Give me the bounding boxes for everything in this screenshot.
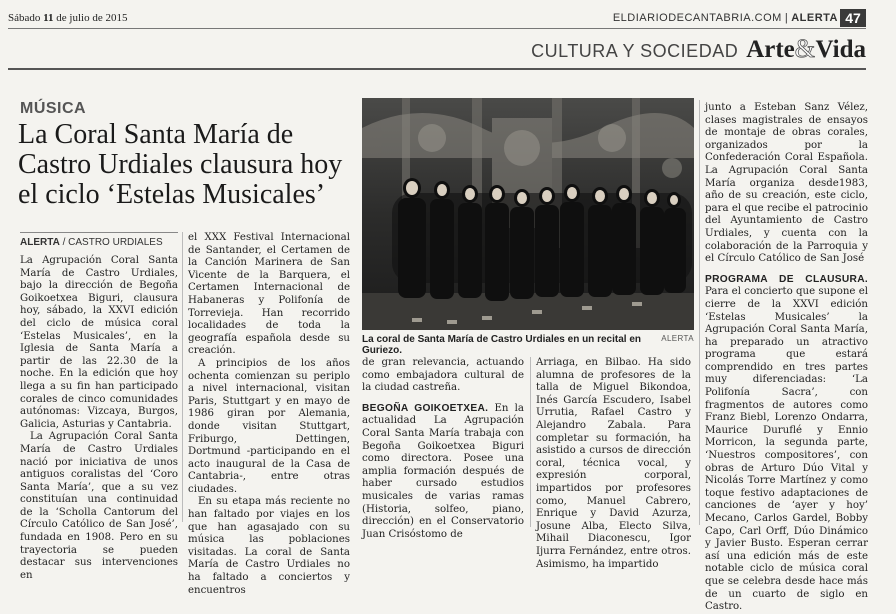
site-name: ELDIARIODECANTABRIA.COM — [612, 12, 782, 24]
paragraph: La Agrupación Coral Santa María de Castro Urdiales nació por iniciativa de unos antiguos coralistas del ‘Coro Santa María’, que a su vez constituían una continuidad de la ‘Scholla Cantorum del Círculo Católico de San José’, fundada en 1908. Pero en su trayectoria se pueden destacar sus intervenciones en — [20, 431, 178, 581]
byline-rule — [20, 232, 178, 233]
column-divider — [530, 357, 531, 527]
article-byline: ALERTA / CASTRO URDIALES — [20, 237, 163, 248]
section-rule — [8, 68, 866, 70]
header-rule — [8, 28, 866, 29]
section-vida: Vida — [815, 36, 866, 63]
photo-credit: ALERTA — [661, 334, 694, 343]
section-amp: & — [794, 34, 816, 63]
section-arte: Arte — [746, 36, 795, 63]
paragraph: junto a Esteban Sanz Vélez, clases magistrales de ensayos de montaje de obras corales, organizados por la Confederación Coral Española. La Agrupación Coral Santa María organiza desde1983, año de su creación, este ciclo, para el que recibe el patrocinio del Ayuntamiento de Castro Urdiales, y cuenta con la colaboración de la Parroquia y el Círculo Católico de San José — [705, 102, 868, 265]
paragraph: de gran relevancia, actuando como embajadora cultural de la ciudad castreña. — [362, 357, 524, 394]
paragraph: BEGOÑA GOIKOETXEA. En la actualidad La Agrupación Coral Santa María trabaja con Begoña Goikoetxea Biguri como directora. Posee una amplia formación después de haber cursado estudios musicales de varias ramas (Historia, solfeo, piano, dirección) en el Conservatorio Juan Crisóstomo de — [362, 402, 524, 540]
article-column-5 — [705, 102, 868, 614]
article-kicker: MÚSICA — [20, 100, 87, 117]
subhead-begona: BEGOÑA GOIKOETXEA. — [362, 402, 489, 414]
paragraph: PROGRAMA DE CLAUSURA. Para el concierto que supone el cierre de la XXVI edición ‘Estelas Musicales’ la Agrupación Coral Santa María, ha preparado un atractivo programa que estará comprendido en tres partes muy diferenciadas: ‘La Polifonía Sacra’, con fragmentos de autores como Franz Biebl, Lorenzo Ondarra, Maurice Duruflé y Ennio Morricon, la segunda parte, ‘Nuestros compositores’, con obras de Arturo Dúo Vital y Nicolás Torre Martínez y como toque festivo adaptaciones de canciones de ‘ayer y hoy’ Mecano, Carlos Gardel, Bobby Capo, Carl Orff, Dúo Dinámico y Javier Busto. Esperan cerrar así una edición más de este notable ciclo de música coral que se celebra desde hace más de un cuarto de siglo en Castro. — [705, 273, 868, 613]
site-header: ELDIARIODECANTABRIA.COM | ALERTA — [612, 12, 838, 24]
article-column-2 — [188, 232, 350, 597]
site-section: ALERTA — [791, 12, 838, 24]
article-column-3 — [362, 357, 524, 541]
page-number: 47 — [840, 9, 866, 27]
column-divider — [182, 232, 183, 522]
subhead-programa: PROGRAMA DE CLAUSURA. — [705, 273, 868, 285]
paragraph: A principios de los años ochenta comienzan su periplo a nivel internacional, visitan Paris, Stuttgart y en mayo de 1986 giran por Alemania, donde visitan Stuttgart, Friburgo, Dettingen, Dortmund -participando en el acto inaugural de la Casa de Cantabria-, entre otras ciudades. — [188, 357, 350, 495]
section-header — [531, 34, 866, 64]
column-divider — [699, 100, 700, 525]
section-label: CULTURA Y SOCIEDAD — [531, 41, 739, 61]
paragraph: Arriaga, en Bilbao. Ha sido alumna de profesores de la talla de Miguel Bikondoa, Inés García Escudero, Isabel Urrutia, Rafael Castro y Alejandro Zabala. Para completar su formación, ha asistido a cursos de dirección coral, técnica vocal, y expresión corporal, impartidos por profesores como, Manuel Cabrero, Enrique y David Azurza, Josune Alba, Electo Silva, Mihail Diaconescu, Igor Ijurra Fernández, entre otros. Asimismo, ha impartido — [536, 357, 691, 570]
paragraph: La Agrupación Coral Santa María de Castro Urdiales, bajo la dirección de Begoña Goikoetxea Biguri, clausura hoy, sábado, la XXVI edición del ciclo de música coral ‘Estelas Musicales’, en la Iglesia de Santa María a partir de las 22.30 de la noche. En la edición que hoy llega a su fin han participado corales de cinco comunidades autónomas: Vizcaya, Burgos, Galicia, Asturias y Cantabria. — [20, 255, 178, 430]
choir-photo-image — [362, 98, 694, 330]
article-headline: La Coral Santa María de Castro Urdiales clausura hoy el ciclo ‘Estelas Musicales’ — [18, 119, 343, 210]
article-column-4 — [536, 357, 691, 571]
paragraph: En su etapa más reciente no han faltado por viajes en los que han agasajado con su música las poblaciones visitadas. La coral de Santa María de Castro Urdiales no ha faltado a conciertos y encuentros — [188, 496, 350, 596]
paragraph: el XXX Festival Internacional de Santander, el Certamen de la Canción Marinera de San Vicente de la Barquera, el Certamen Internacional de Habaneras y Polifonía de Torrevieja. Han recorrido localidades de toda la geografía española desde su creación. — [188, 232, 350, 357]
article-column-1 — [20, 255, 178, 582]
issue-date: Sábado 11 de julio de 2015 — [8, 12, 128, 24]
choir-photo — [362, 98, 694, 330]
photo-caption: ALERTA La coral de Santa María de Castro Urdiales en un recital en Guriezo. — [362, 334, 694, 356]
